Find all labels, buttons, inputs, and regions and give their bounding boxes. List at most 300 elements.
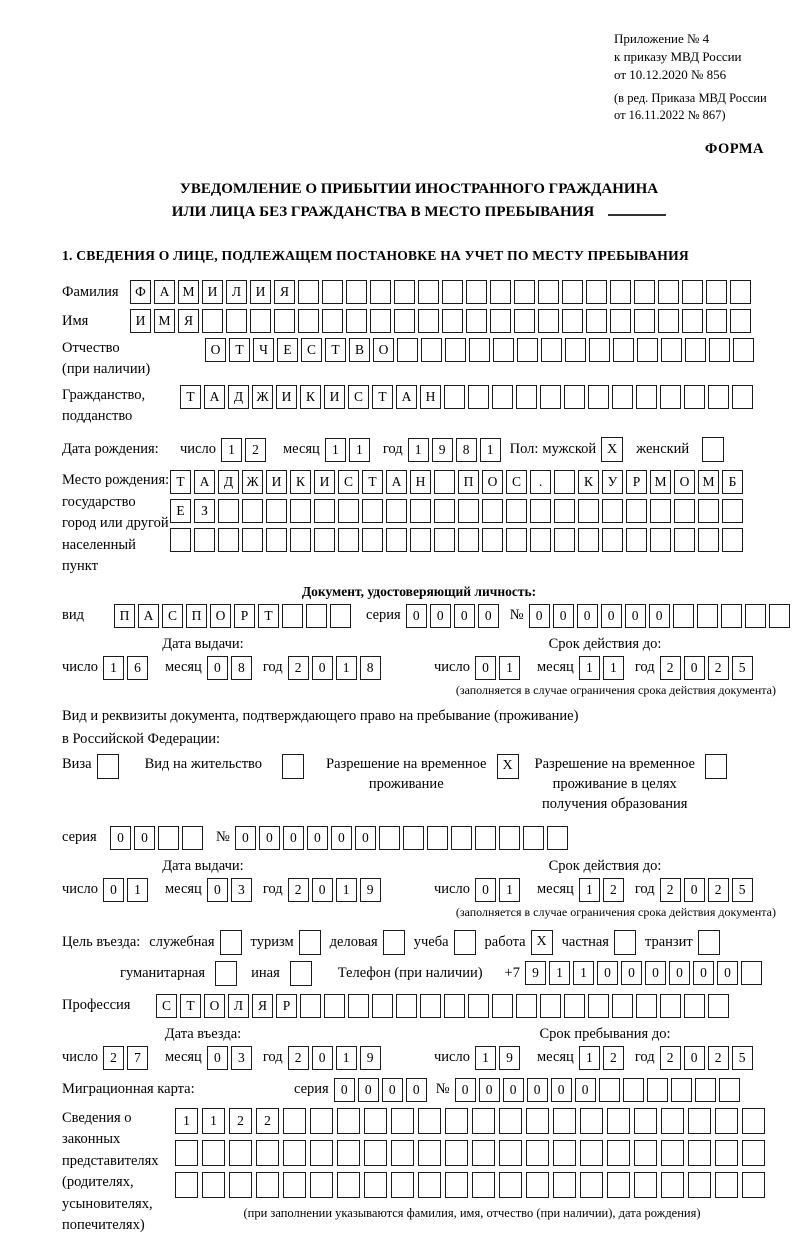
char-box[interactable] (266, 499, 287, 523)
char-box[interactable] (623, 1078, 644, 1102)
char-box[interactable] (688, 1172, 711, 1198)
char-box[interactable] (364, 1108, 387, 1134)
char-box[interactable]: 1 (480, 438, 501, 462)
char-box[interactable]: 0 (331, 826, 352, 850)
char-box[interactable] (337, 1172, 360, 1198)
char-box[interactable] (607, 1108, 630, 1134)
char-box[interactable] (290, 499, 311, 523)
char-box[interactable] (242, 528, 263, 552)
char-box[interactable]: Т (325, 338, 346, 362)
char-box[interactable] (434, 528, 455, 552)
char-box[interactable]: 1 (549, 961, 570, 985)
char-box[interactable] (250, 309, 271, 333)
char-box[interactable]: А (386, 470, 407, 494)
char-box[interactable] (719, 1078, 740, 1102)
char-box[interactable]: Т (372, 385, 393, 409)
char-box[interactable]: 1 (579, 656, 600, 680)
char-box[interactable] (538, 309, 559, 333)
char-box[interactable]: К (290, 470, 311, 494)
char-box[interactable] (580, 1140, 603, 1166)
char-box[interactable] (526, 1108, 549, 1134)
checkbox-temp-residence[interactable]: X (497, 754, 519, 779)
char-box[interactable] (530, 528, 551, 552)
checkbox-other[interactable] (290, 961, 312, 986)
char-box[interactable]: 1 (579, 878, 600, 902)
char-box[interactable]: 9 (525, 961, 546, 985)
char-box[interactable] (469, 338, 490, 362)
char-box[interactable]: 0 (693, 961, 714, 985)
char-box[interactable] (391, 1172, 414, 1198)
char-box[interactable] (394, 309, 415, 333)
char-box[interactable]: 1 (325, 438, 346, 462)
char-box[interactable] (553, 1172, 576, 1198)
char-box[interactable]: И (266, 470, 287, 494)
char-box[interactable]: В (349, 338, 370, 362)
char-box[interactable] (490, 309, 511, 333)
char-box[interactable] (364, 1172, 387, 1198)
char-box[interactable]: 9 (499, 1046, 520, 1070)
char-box[interactable] (612, 994, 633, 1018)
char-box[interactable] (194, 528, 215, 552)
char-box[interactable] (715, 1172, 738, 1198)
char-box[interactable] (523, 826, 544, 850)
char-box[interactable]: 0 (207, 656, 228, 680)
char-box[interactable]: 0 (134, 826, 155, 850)
char-box[interactable]: О (674, 470, 695, 494)
char-box[interactable]: 0 (597, 961, 618, 985)
char-box[interactable] (741, 961, 762, 985)
char-box[interactable]: 2 (708, 1046, 729, 1070)
char-box[interactable] (682, 309, 703, 333)
char-box[interactable]: 7 (127, 1046, 148, 1070)
char-box[interactable] (626, 528, 647, 552)
char-box[interactable]: 5 (732, 656, 753, 680)
char-box[interactable] (517, 338, 538, 362)
char-box[interactable]: 0 (334, 1078, 355, 1102)
char-box[interactable]: И (324, 385, 345, 409)
char-box[interactable] (674, 499, 695, 523)
char-box[interactable]: 2 (288, 1046, 309, 1070)
char-box[interactable] (636, 994, 657, 1018)
char-box[interactable]: 1 (573, 961, 594, 985)
char-box[interactable] (298, 309, 319, 333)
char-box[interactable] (418, 1108, 441, 1134)
char-box[interactable] (348, 994, 369, 1018)
char-box[interactable] (695, 1078, 716, 1102)
char-box[interactable] (499, 1140, 522, 1166)
char-box[interactable]: 1 (202, 1108, 225, 1134)
char-box[interactable]: 0 (684, 878, 705, 902)
char-box[interactable]: 0 (355, 826, 376, 850)
char-box[interactable] (540, 385, 561, 409)
char-box[interactable] (229, 1140, 252, 1166)
checkbox-transit[interactable] (698, 930, 720, 955)
char-box[interactable] (346, 280, 367, 304)
char-box[interactable]: 2 (603, 1046, 624, 1070)
char-box[interactable]: 2 (288, 656, 309, 680)
char-box[interactable] (706, 309, 727, 333)
char-box[interactable]: 9 (360, 1046, 381, 1070)
char-box[interactable] (298, 280, 319, 304)
char-box[interactable]: 5 (732, 1046, 753, 1070)
char-box[interactable]: 0 (455, 1078, 476, 1102)
char-box[interactable] (397, 338, 418, 362)
char-box[interactable] (554, 499, 575, 523)
char-box[interactable] (732, 385, 753, 409)
char-box[interactable] (688, 1108, 711, 1134)
checkbox-study[interactable] (454, 930, 476, 955)
char-box[interactable]: М (650, 470, 671, 494)
char-box[interactable] (538, 280, 559, 304)
checkbox-private[interactable] (614, 930, 636, 955)
char-box[interactable] (541, 338, 562, 362)
char-box[interactable] (370, 309, 391, 333)
char-box[interactable]: 9 (360, 878, 381, 902)
char-box[interactable]: 0 (479, 1078, 500, 1102)
char-box[interactable]: Я (252, 994, 273, 1018)
char-box[interactable]: З (194, 499, 215, 523)
char-box[interactable]: У (602, 470, 623, 494)
char-box[interactable]: 1 (408, 438, 429, 462)
char-box[interactable] (565, 338, 586, 362)
char-box[interactable]: 0 (621, 961, 642, 985)
char-box[interactable]: 1 (336, 1046, 357, 1070)
char-box[interactable] (256, 1140, 279, 1166)
char-box[interactable]: О (373, 338, 394, 362)
char-box[interactable] (362, 499, 383, 523)
char-box[interactable] (674, 528, 695, 552)
checkbox-temp-residence-education[interactable] (705, 754, 727, 779)
char-box[interactable] (715, 1108, 738, 1134)
char-box[interactable] (421, 338, 442, 362)
char-box[interactable]: 0 (551, 1078, 572, 1102)
char-box[interactable] (564, 385, 585, 409)
char-box[interactable] (730, 309, 751, 333)
char-box[interactable]: Е (170, 499, 191, 523)
char-box[interactable]: 1 (336, 656, 357, 680)
char-box[interactable] (442, 280, 463, 304)
char-box[interactable]: А (194, 470, 215, 494)
char-box[interactable]: К (578, 470, 599, 494)
char-box[interactable] (602, 528, 623, 552)
char-box[interactable] (229, 1172, 252, 1198)
char-box[interactable] (372, 994, 393, 1018)
char-box[interactable] (607, 1172, 630, 1198)
char-box[interactable]: Ж (252, 385, 273, 409)
checkbox-female[interactable] (702, 437, 724, 462)
char-box[interactable] (338, 528, 359, 552)
char-box[interactable]: М (178, 280, 199, 304)
char-box[interactable] (370, 280, 391, 304)
checkbox-work[interactable]: X (531, 930, 553, 955)
char-box[interactable]: 0 (475, 656, 496, 680)
char-box[interactable]: А (154, 280, 175, 304)
char-box[interactable] (499, 1108, 522, 1134)
char-box[interactable]: 0 (645, 961, 666, 985)
char-box[interactable]: 0 (577, 604, 598, 628)
char-box[interactable] (472, 1108, 495, 1134)
char-box[interactable] (175, 1172, 198, 1198)
char-box[interactable] (445, 1172, 468, 1198)
char-box[interactable] (458, 499, 479, 523)
char-box[interactable] (337, 1140, 360, 1166)
char-box[interactable]: 1 (603, 656, 624, 680)
char-box[interactable] (386, 528, 407, 552)
char-box[interactable]: С (338, 470, 359, 494)
char-box[interactable]: 2 (288, 878, 309, 902)
char-box[interactable]: 0 (235, 826, 256, 850)
char-box[interactable] (602, 499, 623, 523)
char-box[interactable] (391, 1108, 414, 1134)
checkbox-residence-permit[interactable] (282, 754, 304, 779)
char-box[interactable] (175, 1140, 198, 1166)
char-box[interactable] (466, 309, 487, 333)
char-box[interactable] (337, 1108, 360, 1134)
char-box[interactable]: 0 (312, 1046, 333, 1070)
char-box[interactable]: Е (277, 338, 298, 362)
char-box[interactable]: О (205, 338, 226, 362)
char-box[interactable]: 2 (708, 656, 729, 680)
char-box[interactable] (445, 1140, 468, 1166)
char-box[interactable]: 0 (312, 656, 333, 680)
char-box[interactable] (586, 309, 607, 333)
char-box[interactable]: . (530, 470, 551, 494)
char-box[interactable] (721, 604, 742, 628)
char-box[interactable] (346, 309, 367, 333)
char-box[interactable] (564, 994, 585, 1018)
char-box[interactable]: 3 (231, 1046, 252, 1070)
char-box[interactable]: И (276, 385, 297, 409)
char-box[interactable] (661, 1140, 684, 1166)
char-box[interactable]: 0 (207, 1046, 228, 1070)
char-box[interactable] (492, 994, 513, 1018)
char-box[interactable]: 0 (358, 1078, 379, 1102)
char-box[interactable]: Т (229, 338, 250, 362)
char-box[interactable] (242, 499, 263, 523)
char-box[interactable]: 0 (529, 604, 550, 628)
char-box[interactable]: А (396, 385, 417, 409)
char-box[interactable]: 0 (312, 878, 333, 902)
char-box[interactable] (499, 1172, 522, 1198)
char-box[interactable] (322, 309, 343, 333)
char-box[interactable] (514, 309, 535, 333)
char-box[interactable] (283, 1172, 306, 1198)
char-box[interactable] (218, 528, 239, 552)
char-box[interactable] (684, 385, 705, 409)
char-box[interactable] (468, 994, 489, 1018)
char-box[interactable] (658, 309, 679, 333)
char-box[interactable] (202, 309, 223, 333)
char-box[interactable] (226, 309, 247, 333)
char-box[interactable] (722, 499, 743, 523)
char-box[interactable] (418, 1172, 441, 1198)
char-box[interactable]: 8 (456, 438, 477, 462)
char-box[interactable]: 0 (307, 826, 328, 850)
char-box[interactable] (697, 604, 718, 628)
char-box[interactable] (634, 309, 655, 333)
char-box[interactable] (391, 1140, 414, 1166)
char-box[interactable]: 1 (103, 656, 124, 680)
char-box[interactable] (282, 604, 303, 628)
char-box[interactable]: 0 (475, 878, 496, 902)
char-box[interactable]: 1 (499, 878, 520, 902)
char-box[interactable]: О (204, 994, 225, 1018)
char-box[interactable] (458, 528, 479, 552)
char-box[interactable]: И (130, 309, 151, 333)
char-box[interactable] (266, 528, 287, 552)
char-box[interactable] (310, 1172, 333, 1198)
char-box[interactable] (475, 826, 496, 850)
char-box[interactable] (490, 280, 511, 304)
char-box[interactable] (658, 280, 679, 304)
char-box[interactable] (434, 499, 455, 523)
char-box[interactable] (472, 1140, 495, 1166)
char-box[interactable] (526, 1172, 549, 1198)
char-box[interactable]: 2 (708, 878, 729, 902)
char-box[interactable] (742, 1172, 765, 1198)
char-box[interactable]: 2 (245, 438, 266, 462)
char-box[interactable]: Ф (130, 280, 151, 304)
char-box[interactable] (493, 338, 514, 362)
char-box[interactable] (589, 338, 610, 362)
char-box[interactable] (722, 528, 743, 552)
char-box[interactable] (468, 385, 489, 409)
char-box[interactable] (578, 528, 599, 552)
char-box[interactable] (547, 826, 568, 850)
char-box[interactable]: С (162, 604, 183, 628)
char-box[interactable] (586, 280, 607, 304)
char-box[interactable] (612, 385, 633, 409)
checkbox-male[interactable]: X (601, 437, 623, 462)
char-box[interactable] (709, 338, 730, 362)
char-box[interactable]: С (156, 994, 177, 1018)
char-box[interactable]: 1 (336, 878, 357, 902)
char-box[interactable] (306, 604, 327, 628)
char-box[interactable]: 0 (684, 656, 705, 680)
char-box[interactable]: П (114, 604, 135, 628)
char-box[interactable]: 0 (430, 604, 451, 628)
char-box[interactable]: 9 (432, 438, 453, 462)
char-box[interactable] (661, 1172, 684, 1198)
char-box[interactable] (634, 1172, 657, 1198)
char-box[interactable] (682, 280, 703, 304)
char-box[interactable] (445, 338, 466, 362)
char-box[interactable]: 0 (717, 961, 738, 985)
char-box[interactable]: 0 (382, 1078, 403, 1102)
char-box[interactable]: Д (228, 385, 249, 409)
char-box[interactable] (362, 528, 383, 552)
char-box[interactable] (660, 994, 681, 1018)
checkbox-humanitarian[interactable] (215, 961, 237, 986)
char-box[interactable]: Т (180, 994, 201, 1018)
char-box[interactable] (499, 826, 520, 850)
char-box[interactable]: 0 (406, 1078, 427, 1102)
char-box[interactable]: Я (274, 280, 295, 304)
char-box[interactable]: Я (178, 309, 199, 333)
char-box[interactable]: Т (170, 470, 191, 494)
char-box[interactable] (742, 1140, 765, 1166)
char-box[interactable] (466, 280, 487, 304)
char-box[interactable]: А (204, 385, 225, 409)
char-box[interactable] (661, 338, 682, 362)
char-box[interactable]: 1 (221, 438, 242, 462)
char-box[interactable]: 2 (103, 1046, 124, 1070)
char-box[interactable] (442, 309, 463, 333)
char-box[interactable] (290, 528, 311, 552)
char-box[interactable] (338, 499, 359, 523)
char-box[interactable] (613, 338, 634, 362)
char-box[interactable]: К (300, 385, 321, 409)
char-box[interactable]: О (482, 470, 503, 494)
char-box[interactable] (310, 1140, 333, 1166)
char-box[interactable] (562, 309, 583, 333)
char-box[interactable]: 0 (207, 878, 228, 902)
char-box[interactable]: 8 (231, 656, 252, 680)
char-box[interactable]: 5 (732, 878, 753, 902)
char-box[interactable]: И (202, 280, 223, 304)
char-box[interactable] (418, 309, 439, 333)
char-box[interactable] (610, 309, 631, 333)
char-box[interactable] (745, 604, 766, 628)
char-box[interactable] (310, 1108, 333, 1134)
char-box[interactable] (386, 499, 407, 523)
char-box[interactable] (516, 994, 537, 1018)
char-box[interactable] (427, 826, 448, 850)
char-box[interactable]: 2 (660, 1046, 681, 1070)
char-box[interactable] (482, 499, 503, 523)
char-box[interactable] (715, 1140, 738, 1166)
char-box[interactable] (580, 1172, 603, 1198)
char-box[interactable]: 0 (454, 604, 475, 628)
char-box[interactable] (742, 1108, 765, 1134)
char-box[interactable] (451, 826, 472, 850)
char-box[interactable]: 0 (575, 1078, 596, 1102)
char-box[interactable] (300, 994, 321, 1018)
char-box[interactable]: 8 (360, 656, 381, 680)
char-box[interactable] (578, 499, 599, 523)
char-box[interactable]: П (458, 470, 479, 494)
char-box[interactable] (673, 604, 694, 628)
char-box[interactable] (733, 338, 754, 362)
char-box[interactable] (634, 1140, 657, 1166)
char-box[interactable] (610, 280, 631, 304)
char-box[interactable] (330, 604, 351, 628)
char-box[interactable]: С (348, 385, 369, 409)
char-box[interactable] (410, 499, 431, 523)
char-box[interactable]: Б (722, 470, 743, 494)
char-box[interactable]: 3 (231, 878, 252, 902)
char-box[interactable]: М (154, 309, 175, 333)
char-box[interactable]: 1 (175, 1108, 198, 1134)
char-box[interactable] (202, 1140, 225, 1166)
char-box[interactable] (418, 1140, 441, 1166)
char-box[interactable]: 0 (649, 604, 670, 628)
char-box[interactable] (647, 1078, 668, 1102)
char-box[interactable] (322, 280, 343, 304)
char-box[interactable]: Л (228, 994, 249, 1018)
char-box[interactable] (472, 1172, 495, 1198)
char-box[interactable] (530, 499, 551, 523)
char-box[interactable] (661, 1108, 684, 1134)
char-box[interactable]: И (314, 470, 335, 494)
char-box[interactable] (324, 994, 345, 1018)
char-box[interactable] (314, 528, 335, 552)
checkbox-tourism[interactable] (299, 930, 321, 955)
char-box[interactable] (730, 280, 751, 304)
checkbox-visa[interactable] (97, 754, 119, 779)
char-box[interactable] (580, 1108, 603, 1134)
checkbox-official[interactable] (220, 930, 242, 955)
